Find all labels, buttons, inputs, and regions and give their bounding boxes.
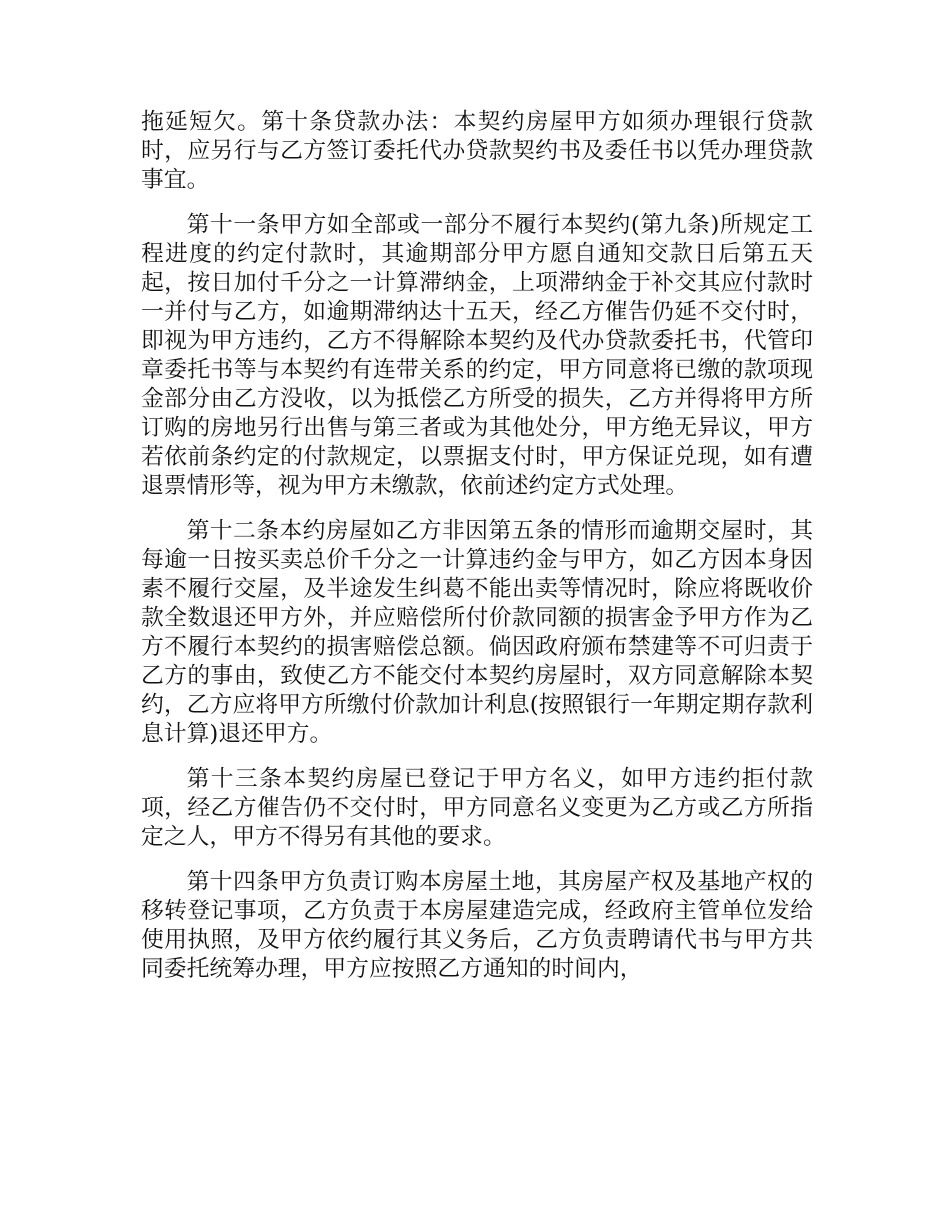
paragraph-clause-12: 第十二条本约房屋如乙方非因第五条的情形而逾期交屋时，其每逾一日按买卖总价千分之一计算违约金与甲方，如乙方因本身因素不履行交屋，及半途发生纠葛不能出卖等情况时，除应将既收价款全数退还甲方外，并应赔偿所付价款同额的损害金予甲方作为乙方不履行本契约的损害赔偿总额。倘因政府颁布禁建等不可归责于乙方的事由，致使乙方不能交付本契约房屋时，双方同意解除本契约，乙方应将甲方所缴付价款加计利息(按照银行一年期定期存款利息计算)退还甲方。 — [141, 518, 813, 747]
paragraph-clause-11: 第十一条甲方如全部或一部分不履行本契约(第九条)所规定工程进度的约定付款时，其逾期部分甲方愿自通知交款日后第五天起，按日加付千分之一计算滞纳金，上项滞纳金于补交其应付款时一并付与乙方，如逾期滞纳达十五天，经乙方催告仍延不交付时，即视为甲方违约，乙方不得解除本契约及代办贷款委托书，代管印章委托书等与本契约有连带关系的约定，甲方同意将已缴的款项现金部分由乙方没收，以为抵偿乙方所受的损失，乙方并得将甲方所订购的房地另行出售与第三者或为其他处分，甲方绝无异议，甲方若依前条约定的付款规定，以票据支付时，甲方保证兑现，如有遭退票情形等，视为甲方未缴款，依前述约定方式处理。 — [141, 212, 813, 499]
paragraph-clause-14: 第十四条甲方负责订购本房屋土地，其房屋产权及基地产权的移转登记事项，乙方负责于本房屋建造完成，经政府主管单位发给使用执照，及甲方依约履行其义务后，乙方负责聘请代书与甲方共同委托统筹办理，甲方应按照乙方通知的时间内， — [141, 869, 813, 982]
document-page — [141, 108, 813, 1000]
paragraph-clause-10: 拖延短欠。第十条贷款办法：本契约房屋甲方如须办理银行贷款时，应另行与乙方签订委托代办贷款契约书及委任书以凭办理贷款事宜。 — [141, 109, 813, 193]
paragraph-clause-13: 第十三条本契约房屋已登记于甲方名义，如甲方违约拒付款项，经乙方催告仍不交付时，甲方同意名义变更为乙方或乙方所指定之人，甲方不得另有其他的要求。 — [141, 766, 813, 850]
